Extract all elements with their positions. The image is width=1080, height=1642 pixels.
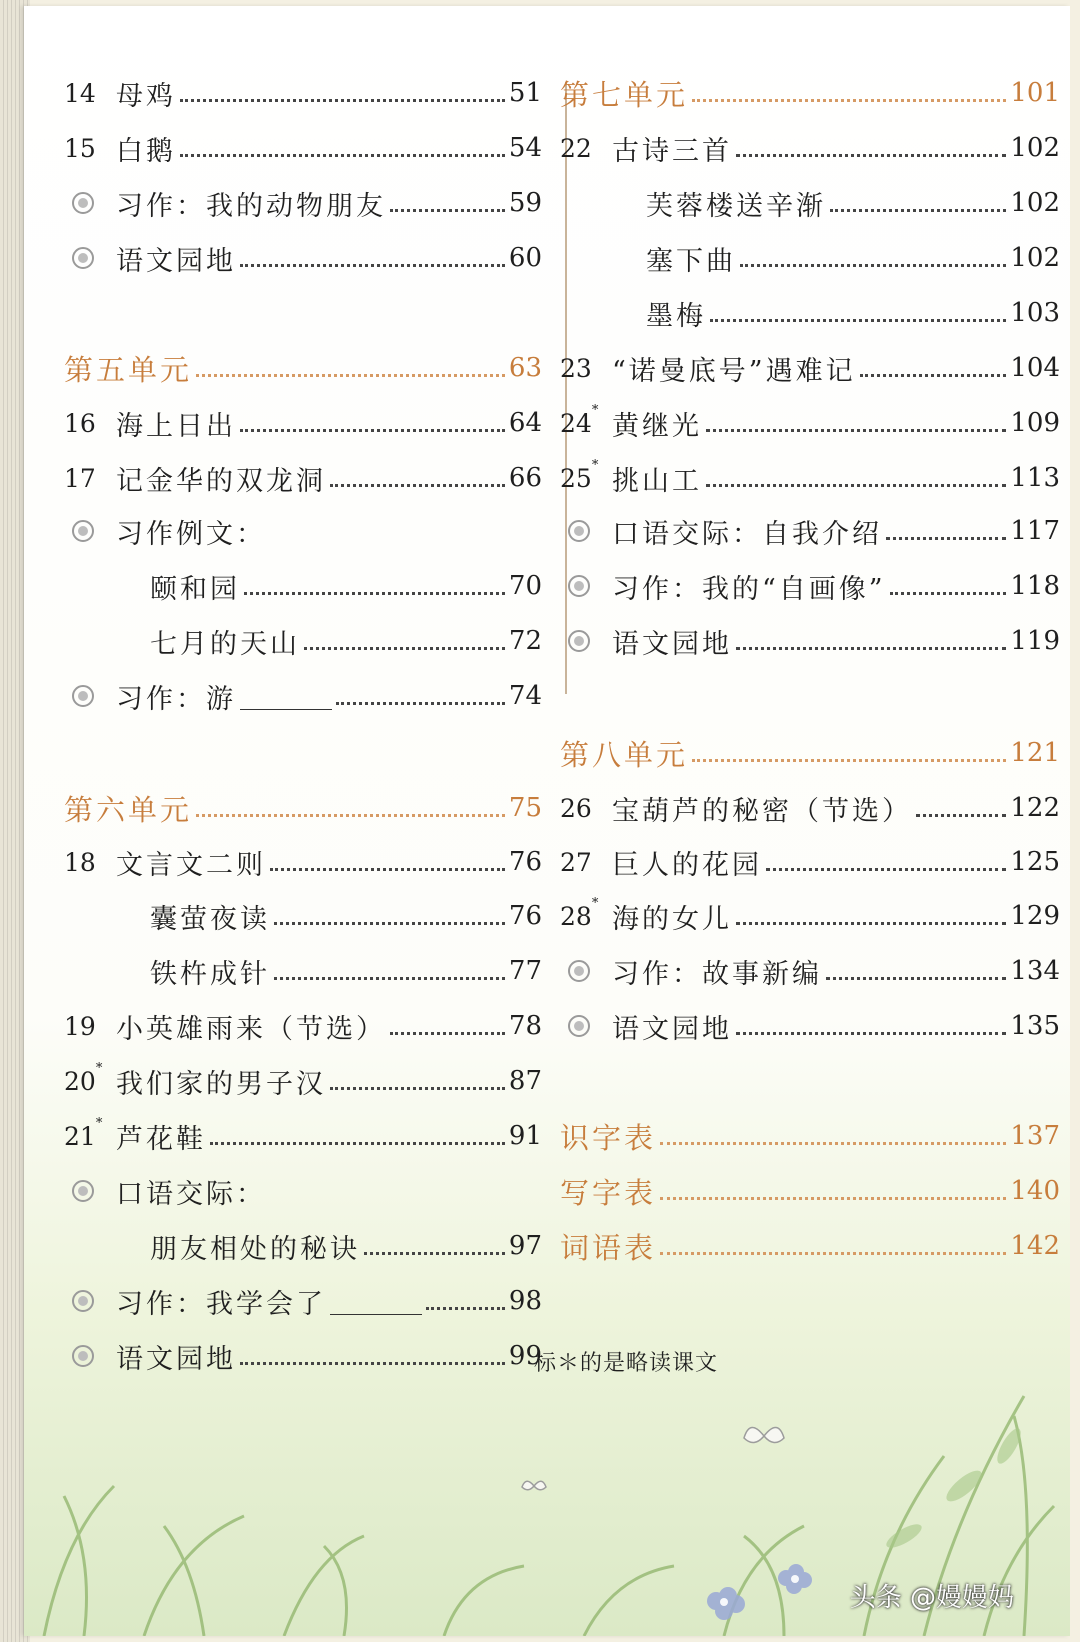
entry-title: “诺曼底号”遇难记 [612, 355, 856, 387]
entry-title: 语文园地 [116, 1343, 236, 1375]
toc-page [24, 6, 1070, 1636]
page-number: 135 [1010, 1011, 1060, 1041]
toc-entry [64, 458, 542, 498]
toc-entry [560, 566, 1060, 606]
dot-leader [706, 429, 1006, 432]
page-number: 64 [508, 408, 542, 438]
entry-title: 海上日出 [116, 410, 236, 442]
lesson-number: 28 * [560, 895, 599, 931]
toc-entry [64, 1116, 542, 1156]
dot-leader [660, 1252, 1006, 1255]
skim-reading-star: * [95, 1060, 103, 1076]
entry-title: 语文园地 [612, 1013, 732, 1045]
toc-entry [560, 788, 1060, 828]
dot-leader [274, 977, 505, 980]
toc-entry [64, 676, 542, 716]
unit-title: 第七单元 [560, 77, 689, 112]
bullet-circle-icon [560, 960, 612, 982]
toc-entry [560, 348, 1060, 388]
dot-leader [330, 1087, 505, 1090]
page-number: 102 [1010, 243, 1060, 273]
dot-leader [826, 977, 1006, 980]
bullet-circle-icon [64, 192, 116, 214]
entry-title: 习作：我的“自画像” [612, 573, 886, 605]
dot-leader [390, 1032, 505, 1035]
toc-entry [64, 566, 542, 606]
toc-entry [64, 403, 542, 443]
dot-leader [364, 1252, 505, 1255]
dot-leader [736, 1032, 1006, 1035]
bullet-circle-icon [64, 247, 116, 269]
bullet-circle-icon [560, 520, 612, 542]
lesson-number: 20 * [64, 1060, 103, 1096]
credit-watermark: 头条 @嫚嫚妈 [849, 1583, 1014, 1613]
lesson-number: 24 * [560, 402, 599, 438]
toc-unit-heading [64, 788, 542, 828]
toc-entry [560, 128, 1060, 168]
lesson-number: 18 [64, 847, 96, 877]
lesson-number: 14 [64, 78, 96, 108]
dot-leader [830, 209, 1006, 212]
toc-entry [560, 238, 1060, 278]
page-number: 104 [1010, 353, 1060, 383]
entry-title: 语文园地 [116, 245, 236, 277]
page-number: 76 [508, 847, 542, 877]
page-number: 102 [1010, 133, 1060, 163]
lesson-number: 27 [560, 847, 592, 877]
toc-entry [560, 403, 1060, 443]
toc-entry [64, 183, 542, 223]
toc-entry [64, 951, 542, 991]
toc-entry [64, 896, 542, 936]
dot-leader [736, 647, 1006, 650]
entry-title: 芙蓉楼送辛渐 [646, 190, 826, 222]
page-number: 122 [1010, 793, 1060, 823]
entry-title: 我们家的男子汉 [116, 1068, 326, 1100]
dot-leader [196, 374, 505, 377]
dot-leader [336, 702, 505, 705]
page-number: 134 [1010, 956, 1060, 986]
dot-leader [180, 99, 505, 102]
dot-leader [692, 759, 1006, 762]
unit-title: 第八单元 [560, 737, 689, 772]
toc-entry [560, 293, 1060, 333]
page-number: 102 [1010, 188, 1060, 218]
page-number: 121 [1010, 738, 1060, 768]
toc-entry [64, 238, 542, 278]
toc-entry [64, 842, 542, 882]
entry-title: 挑山工 [612, 465, 702, 497]
page-number: 54 [508, 133, 542, 163]
entry-title: 小英雄雨来（节选） [116, 1013, 386, 1045]
unit-title: 第六单元 [64, 792, 193, 827]
dot-leader [426, 1307, 505, 1310]
note-text: 标＊的是略读课文 [534, 1351, 719, 1376]
skim-reading-star: * [591, 457, 599, 473]
bullet-circle-icon [64, 1180, 116, 1202]
bullet-circle-icon [64, 1290, 116, 1312]
toc-unit-heading [560, 733, 1060, 773]
bullet-circle-icon [64, 685, 116, 707]
page-number: 119 [1010, 626, 1060, 656]
dot-leader [180, 154, 505, 157]
page-number: 51 [508, 78, 542, 108]
lesson-number: 22 [560, 133, 592, 163]
bullet-circle-icon [64, 520, 116, 542]
entry-title: 习作：游 [116, 683, 236, 715]
dot-leader [390, 209, 505, 212]
dot-leader [270, 868, 505, 871]
page-number: 78 [508, 1011, 542, 1041]
dot-leader [210, 1142, 505, 1145]
toc-unit-heading [560, 1171, 1060, 1211]
page-number: 99 [508, 1341, 542, 1371]
page-number: 70 [508, 571, 542, 601]
page-number: 87 [508, 1066, 542, 1096]
page-number: 76 [508, 901, 542, 931]
dot-leader [692, 99, 1006, 102]
toc-entry [560, 621, 1060, 661]
toc-unit-heading [560, 73, 1060, 113]
page-number: 91 [508, 1121, 542, 1151]
dot-leader [244, 592, 505, 595]
dot-leader [860, 374, 1007, 377]
entry-title: 习作：我学会了 [116, 1288, 326, 1320]
entry-title: 塞下曲 [646, 245, 736, 277]
dot-leader [660, 1142, 1006, 1145]
toc-entry [64, 128, 542, 168]
page-number: 72 [508, 626, 542, 656]
dot-leader [304, 647, 505, 650]
page-number: 59 [508, 188, 542, 218]
skim-reading-star: * [95, 1115, 103, 1131]
toc-entry [560, 951, 1060, 991]
page-number: 125 [1010, 847, 1060, 877]
bullet-circle-icon [560, 1015, 612, 1037]
dot-leader [886, 537, 1006, 540]
dot-leader [736, 154, 1006, 157]
bullet-circle-icon [560, 575, 612, 597]
entry-title: 口语交际： [116, 1178, 266, 1210]
entry-title: 白鹅 [116, 135, 176, 167]
toc-entry [560, 842, 1060, 882]
page-number: 118 [1010, 571, 1060, 601]
page-number: 129 [1010, 901, 1060, 931]
toc-unit-heading [560, 1116, 1060, 1156]
page-number: 101 [1010, 78, 1060, 108]
page-number: 137 [1010, 1121, 1060, 1151]
fill-in-blank-line [330, 1288, 422, 1315]
entry-title: 颐和园 [150, 573, 240, 605]
lesson-number: 16 [64, 408, 96, 438]
page-number: 103 [1010, 298, 1060, 328]
entry-title: 墨梅 [646, 300, 706, 332]
dot-leader [330, 484, 505, 487]
lesson-number: 25 * [560, 457, 599, 493]
entry-title: 芦花鞋 [116, 1123, 206, 1155]
toc-entry [560, 1006, 1060, 1046]
entry-title: 囊萤夜读 [150, 903, 270, 935]
page-number: 60 [508, 243, 542, 273]
page-number: 63 [508, 353, 542, 383]
unit-title: 识字表 [560, 1120, 657, 1155]
entry-title: 习作：我的动物朋友 [116, 190, 386, 222]
entry-title: 巨人的花园 [612, 849, 762, 881]
toc-entry [64, 621, 542, 661]
dot-leader [706, 484, 1006, 487]
dot-leader [660, 1197, 1006, 1200]
dot-leader [916, 814, 1006, 817]
toc-entry [64, 73, 542, 113]
toc-unit-heading [560, 1226, 1060, 1266]
lesson-number: 15 [64, 133, 96, 163]
page-number: 97 [508, 1231, 542, 1261]
entry-title: 古诗三首 [612, 135, 732, 167]
dot-leader [740, 264, 1006, 267]
page-number: 142 [1010, 1231, 1060, 1261]
entry-title: 黄继光 [612, 410, 702, 442]
dot-leader [196, 814, 505, 817]
lesson-number: 26 [560, 793, 592, 823]
page-number: 77 [508, 956, 542, 986]
entry-title: 母鸡 [116, 80, 176, 112]
entry-title: 语文园地 [612, 628, 732, 660]
entry-title: 宝葫芦的秘密（节选） [612, 795, 912, 827]
page-number: 140 [1010, 1176, 1060, 1206]
toc-entry [560, 896, 1060, 936]
toc-unit-heading [64, 348, 542, 388]
dot-leader [274, 922, 505, 925]
lesson-number: 23 [560, 353, 592, 383]
lesson-number: 17 [64, 463, 96, 493]
dot-leader [240, 429, 505, 432]
page-number: 117 [1010, 516, 1060, 546]
page-number: 98 [508, 1286, 542, 1316]
dot-leader [736, 922, 1006, 925]
skim-reading-star: * [591, 895, 599, 911]
entry-title: 习作：故事新编 [612, 958, 822, 990]
unit-title: 第五单元 [64, 352, 193, 387]
fill-in-blank-line [240, 683, 332, 710]
bullet-circle-icon [560, 630, 612, 652]
entry-title: 七月的天山 [150, 628, 300, 660]
toc-entry [64, 511, 542, 551]
toc-entry [64, 1061, 542, 1101]
page-number: 109 [1010, 408, 1060, 438]
entry-title: 记金华的双龙洞 [116, 465, 326, 497]
unit-title: 词语表 [560, 1230, 657, 1265]
entry-title: 海的女儿 [612, 903, 732, 935]
entry-title: 朋友相处的秘诀 [150, 1233, 360, 1265]
dot-leader [766, 868, 1006, 871]
skim-reading-star: * [591, 402, 599, 418]
toc-entry [64, 1281, 542, 1321]
lesson-number: 21 * [64, 1115, 103, 1151]
entry-title: 口语交际：自我介绍 [612, 518, 882, 550]
dot-leader [890, 592, 1007, 595]
page-number: 66 [508, 463, 542, 493]
lesson-number: 19 [64, 1011, 96, 1041]
unit-title: 写字表 [560, 1175, 657, 1210]
page-number: 75 [508, 793, 542, 823]
dot-leader [710, 319, 1006, 322]
toc-entry [64, 1006, 542, 1046]
dot-leader [240, 264, 505, 267]
toc-entry [560, 183, 1060, 223]
toc-entry [64, 1171, 542, 1211]
toc-entry [560, 511, 1060, 551]
page-number: 113 [1010, 463, 1060, 493]
entry-title: 文言文二则 [116, 849, 266, 881]
page-number: 74 [508, 681, 542, 711]
toc-entry [64, 1226, 542, 1266]
entry-title: 铁杵成针 [150, 958, 270, 990]
toc-entry [560, 458, 1060, 498]
entry-title: 习作例文： [116, 518, 266, 550]
